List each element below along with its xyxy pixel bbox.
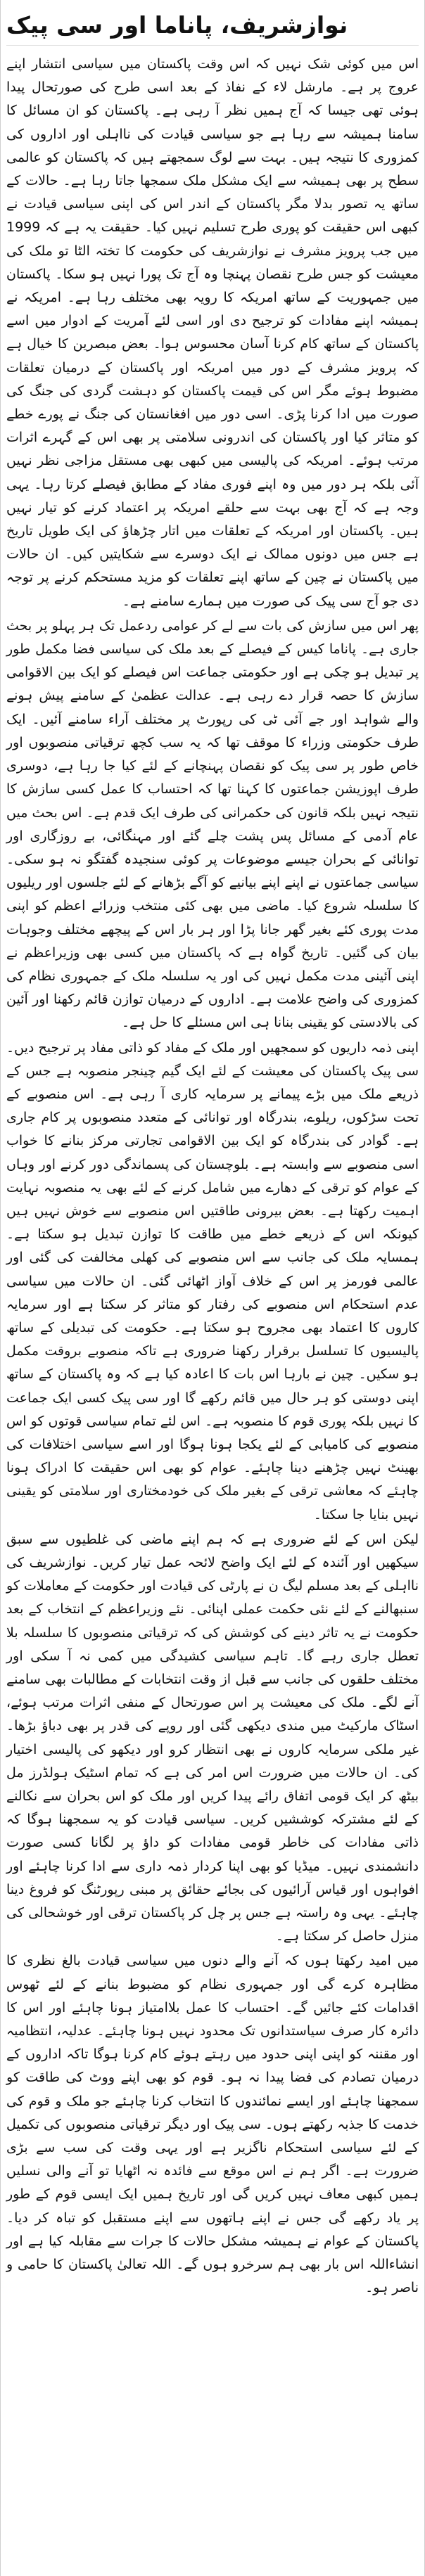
article-paragraph: لیکن اس کے لئے ضروری ہے کہ ہم اپنے ماضی کی غلطیوں سے سبق سیکھیں اور آئندہ کے لئے ایک واضح لائحہ عمل تیار کریں۔ نوازشریف کی نااہلی کے بعد مسلم لیگ ن نے پارٹی کی قیادت اور حکومت کے معاملات کو سنبھالنے کے لئے نئی حکمت عملی اپنائی۔ نئے وزیراعظم کے انتخاب کے بعد حکومت نے یہ تاثر دینے کی کوشش کی کہ ترقیاتی منصوبوں کا سلسلہ بلا تعطل جاری رہے گا۔ تاہم سیاسی کشیدگی میں کمی نہ آ سکی اور مختلف حلقوں کی جانب سے قبل از وقت انتخابات کے مطالبات بھی سامنے آنے لگے۔ ملک کی معیشت پر اس صورتحال کے منفی اثرات مرتب ہوئے، اسٹاک مارکیٹ میں مندی دیکھی گئی اور روپے کی قدر پر بھی دباؤ بڑھا۔ غیر ملکی سرمایہ کاروں نے بھی انتظار کرو اور دیکھو کی پالیسی اختیار کی۔ ان حالات میں ضرورت اس امر کی ہے کہ تمام اسٹیک ہولڈرز مل بیٹھ کر ایک قومی اتفاق رائے پیدا کریں اور ملک کو اس بحران سے نکالنے کے لئے مشترکہ کوششیں کریں۔ سیاسی قیادت کو یہ سمجھنا ہوگا کہ ذاتی مفادات کی خاطر قومی مفادات کو داؤ پر لگانا کسی صورت دانشمندی نہیں۔ میڈیا کو بھی اپنا کردار ذمہ داری سے ادا کرنا چاہئے اور افواہوں اور قیاس آرائیوں کی بجائے حقائق پر مبنی رپورٹنگ کو فروغ دینا چاہئے۔ یہی وہ راستہ ہے جس پر چل کر پاکستان ترقی اور خوشحالی کی منزل حاصل کر سکتا ہے۔: [6, 1531, 419, 1944]
article-body: [6, 53, 419, 2300]
article-title: نوازشریف، پاناما اور سی پیک: [6, 4, 419, 46]
article-paragraph: پھر اس میں سازش کی بات سے لے کر عوامی ردعمل تک ہر پہلو پر بحث جاری ہے۔ پاناما کیس کے فیصلے کے بعد ملک کی سیاسی فضا مکمل طور پر تبدیل ہو چکی ہے اور حکومتی جماعت اس فیصلے کو ایک بین الاقوامی سازش کا حصہ قرار دے رہی ہے۔ عدالت عظمیٰ کے سامنے پیش ہونے والے شواہد اور جے آئی ٹی کی رپورٹ پر مختلف آراء سامنے آئیں۔ ایک طرف حکومتی وزراء کا موقف تھا کہ یہ سب کچھ ترقیاتی منصوبوں اور خاص طور پر سی پیک کو نقصان پہنچانے کے لئے کیا جا رہا ہے، دوسری طرف اپوزیشن جماعتوں کا کہنا تھا کہ احتساب کا عمل کسی سازش کا نتیجہ نہیں بلکہ قانون کی حکمرانی کی طرف ایک قدم ہے۔ اس بحث میں عام آدمی کے مسائل پس پشت چلے گئے اور مہنگائی، بے روزگاری اور توانائی کے بحران جیسے موضوعات پر کوئی سنجیدہ گفتگو نہ ہو سکی۔ سیاسی جماعتوں نے اپنے اپنے بیانیے کو آگے بڑھانے کے لئے جلسوں اور ریلیوں کا سلسلہ شروع کیا۔ ماضی میں بھی کئی منتخب وزرائے اعظم کو اپنی مدت پوری کئے بغیر گھر جانا پڑا اور ہر بار اس کے پیچھے مختلف وجوہات بیان کی گئیں۔ تاریخ گواہ ہے کہ پاکستان میں کسی بھی وزیراعظم نے اپنی آئینی مدت مکمل نہیں کی اور یہ سلسلہ ملک کے جمہوری نظام کی کمزوری کی واضح علامت ہے۔ اداروں کے درمیان توازن قائم رکھنا اور آئین کی بالادستی کو یقینی بنانا ہی اس مسئلے کا حل ہے۔: [6, 617, 419, 1031]
article-paragraph: میں امید رکھتا ہوں کہ آنے والے دنوں میں سیاسی قیادت بالغ نظری کا مظاہرہ کرے گی اور جمہوری نظام کو مضبوط بنانے کے لئے ٹھوس اقدامات کئے جائیں گے۔ احتساب کا عمل بلاامتیاز ہونا چاہئے اور اس کا دائرہ کار صرف سیاستدانوں تک محدود نہیں ہونا چاہئے۔ عدلیہ، انتظامیہ اور مقننہ کو اپنی اپنی حدود میں رہتے ہوئے کام کرنا ہوگا تاکہ اداروں کے درمیان تصادم کی فضا پیدا نہ ہو۔ قوم کو بھی اپنے ووٹ کی طاقت کو سمجھنا چاہئے اور ایسے نمائندوں کا انتخاب کرنا چاہئے جو ملک و قوم کی خدمت کا جذبہ رکھتے ہوں۔ سی پیک اور دیگر ترقیاتی منصوبوں کی تکمیل کے لئے سیاسی استحکام ناگزیر ہے اور یہی وقت کی سب سے بڑی ضرورت ہے۔ اگر ہم نے اس موقع سے فائدہ نہ اٹھایا تو آنے والی نسلیں ہمیں کبھی معاف نہیں کریں گی اور تاریخ ہمیں ایک ایسی قوم کے طور پر یاد رکھے گی جس نے اپنے ہاتھوں سے اپنے مستقبل کو تباہ کر دیا۔ پاکستان کے عوام نے ہمیشہ مشکل حالات کا جرات سے مقابلہ کیا ہے اور انشاءاللہ اس بار بھی ہم سرخرو ہوں گے۔ اللہ تعالیٰ پاکستان کا حامی و ناصر ہو۔: [6, 1953, 419, 2296]
article-paragraph: اس میں کوئی شک نہیں کہ اس وقت پاکستان میں سیاسی انتشار اپنے عروج پر ہے۔ مارشل لاء کے نفاذ کے بعد اسی طرح کی صورتحال پیدا ہوئی تھی جیسا کہ آج ہمیں نظر آ رہی ہے۔ پاکستان کو ان مسائل کا سامنا ہمیشہ سے رہا ہے جو سیاسی قیادت کی نااہلی اور اداروں کی کمزوری کا نتیجہ ہیں۔ بہت سے لوگ سمجھتے ہیں کہ پاکستان کو عالمی سطح پر بھی ہمیشہ سے ایک مشکل ملک سمجھا جاتا رہا ہے۔ حالات کے ساتھ یہ تصور بدلا مگر پاکستان کے اندر اس کی اپنی سیاسی قیادت نے کبھی اس حقیقت کو پوری طرح تسلیم نہیں کیا۔ حقیقت یہ ہے کہ 1999 میں جب پرویز مشرف نے نوازشریف کی حکومت کا تختہ الٹا تو ملک کی معیشت کو جس طرح نقصان پہنچا وہ آج تک پورا نہیں ہو سکا۔ پاکستان میں جمہوریت کے ساتھ امریکہ کا رویہ بھی مختلف رہا ہے۔ امریکہ نے ہمیشہ اپنے مفادات کو ترجیح دی اور اسی لئے آمریت کے ادوار میں اسے پاکستان کے ساتھ کام کرنا آسان محسوس ہوا۔ بعض مبصرین کا خیال ہے کہ پرویز مشرف کے دور میں امریکہ اور پاکستان کے درمیان تعلقات مضبوط ہوئے مگر اس کی قیمت پاکستان کو دہشت گردی کی جنگ کی صورت میں ادا کرنا پڑی۔ اسی دور میں افغانستان کی جنگ نے پورے خطے کو متاثر کیا اور پاکستان کی اندرونی سلامتی پر بھی اس کے گہرے اثرات مرتب ہوئے۔ امریکہ کی پالیسی میں کبھی بھی مستقل مزاجی نظر نہیں آئی بلکہ ہر دور میں وہ اپنے فوری مفاد کے مطابق فیصلے کرتا رہا۔ یہی وجہ ہے کہ آج بھی بہت سے حلقے امریکہ پر اعتماد کرنے کو تیار نہیں ہیں۔ پاکستان اور امریکہ کے تعلقات میں اتار چڑھاؤ کی ایک طویل تاریخ ہے جس میں دونوں ممالک نے ایک دوسرے سے شکایتیں کیں۔ ان حالات میں پاکستان نے چین کے ساتھ اپنے تعلقات کو مزید مستحکم کرنے پر توجہ دی جو آج سی پیک کی صورت میں ہمارے سامنے ہے۔: [6, 56, 419, 609]
article-paragraph: اپنی ذمہ داریوں کو سمجھیں اور ملک کے مفاد کو ذاتی مفاد پر ترجیح دیں۔ سی پیک پاکستان کی معیشت کے لئے ایک گیم چینجر منصوبہ ہے جس کے ذریعے ملک میں بڑے پیمانے پر سرمایہ کاری آ رہی ہے۔ اس منصوبے کے تحت سڑکوں، ریلوے، بندرگاہ اور توانائی کے متعدد منصوبوں پر کام جاری ہے۔ گوادر کی بندرگاہ کو ایک بین الاقوامی تجارتی مرکز بنانے کا خواب اسی منصوبے سے وابستہ ہے۔ بلوچستان کی پسماندگی دور کرنے اور وہاں کے عوام کو ترقی کے دھارے میں شامل کرنے کے لئے بھی یہ منصوبہ نہایت اہمیت رکھتا ہے۔ بعض بیرونی طاقتیں اس منصوبے سے خوش نہیں ہیں کیونکہ اس کے ذریعے خطے میں طاقت کا توازن تبدیل ہو سکتا ہے۔ ہمسایہ ملک کی جانب سے اس منصوبے کی کھلی مخالفت کی گئی اور عالمی فورمز پر اس کے خلاف آواز اٹھائی گئی۔ ان حالات میں سیاسی عدم استحکام اس منصوبے کی رفتار کو متاثر کر سکتا ہے اور سرمایہ کاروں کا اعتماد بھی مجروح ہو سکتا ہے۔ حکومت کی تبدیلی کے ساتھ پالیسیوں کا تسلسل برقرار رکھنا ضروری ہے تاکہ منصوبے بروقت مکمل ہو سکیں۔ چین نے بارہا اس بات کا اعادہ کیا ہے کہ وہ پاکستان کے ساتھ اپنی دوستی کو ہر حال میں قائم رکھے گا اور سی پیک کسی ایک جماعت کا نہیں بلکہ پوری قوم کا منصوبہ ہے۔ اس لئے تمام سیاسی قوتوں کو اس منصوبے کی کامیابی کے لئے یکجا ہونا ہوگا اور اسے سیاسی اختلافات کی بھینٹ نہیں چڑھنے دینا چاہئے۔ عوام کو بھی اس حقیقت کا ادراک ہونا چاہئے کہ معاشی ترقی کے بغیر ملک کی خودمختاری اور سلامتی کو یقینی نہیں بنایا جا سکتا۔: [6, 1039, 419, 1523]
